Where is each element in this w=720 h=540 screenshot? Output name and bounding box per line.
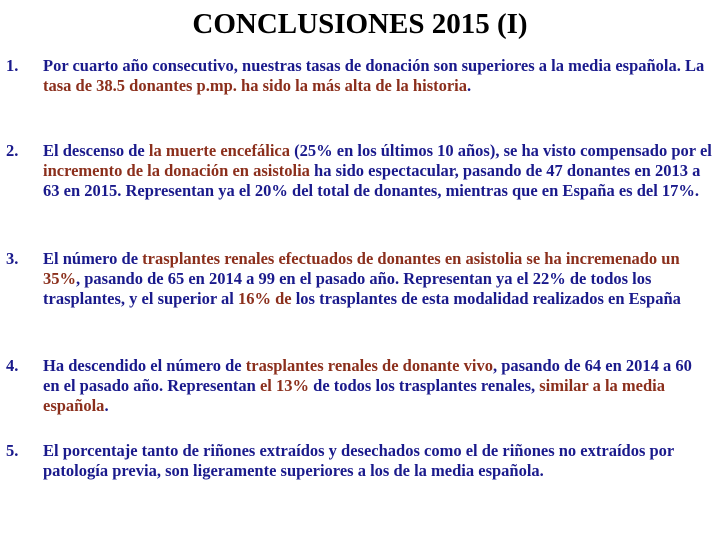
- item-text: [43, 249, 712, 309]
- item-text: [43, 56, 712, 96]
- text-segment: ha sido espectacular, pasando de 47 donantes en 2013 a 63 en 2015. Representan ya el 20% del total de donantes, mientras que en España es del 17%.: [43, 161, 701, 200]
- conclusion-item-1: [6, 56, 712, 96]
- text-segment: de todos los trasplantes renales,: [309, 376, 540, 395]
- text-segment: , pasando de 64 en 2014 a 60 en el pasado año. Representan: [43, 356, 692, 395]
- conclusion-item-2: [6, 141, 712, 201]
- text-segment: (25% en los últimos 10 años), se ha visto compensado por el: [290, 141, 712, 160]
- item-number: 3.: [6, 249, 19, 268]
- highlight-text: tasa de 38.5 donantes p.mp. ha sido la más alta de la historia: [43, 76, 468, 95]
- item-text: [43, 441, 712, 481]
- conclusion-item-4: [6, 356, 712, 416]
- text-segment: , pasando de 65 en 2014 a 99 en el pasado año. Representan ya el 22% de todos los trasplantes, y el superior al: [43, 269, 652, 308]
- text-segment: El porcentaje tanto de riñones extraídos y desechados como el de riñones no extraídos por patología previa, son ligeramente superiores a los de la media española.: [43, 441, 674, 480]
- highlight-text: trasplantes renales de donante vivo: [245, 356, 493, 375]
- highlight-text: la muerte encefálica: [148, 141, 290, 160]
- text-segment: Por cuarto año consecutivo, nuestras tasas de donación son superiores a la media española. La: [43, 56, 705, 75]
- conclusion-item-3: [6, 249, 712, 309]
- item-text: [43, 141, 712, 201]
- item-number: 4.: [6, 356, 19, 375]
- text-segment: El descenso de: [43, 141, 149, 160]
- text-segment: Ha descendido el número de: [43, 356, 246, 375]
- item-text: [43, 356, 712, 416]
- item-number: 2.: [6, 141, 19, 160]
- highlight-text: 16% de: [237, 289, 292, 308]
- highlight-text: incremento de la donación en asistolia: [43, 161, 310, 180]
- text-segment: los trasplantes de esta modalidad realizados en España: [291, 289, 681, 308]
- slide-title: CONCLUSIONES 2015 (I): [192, 8, 528, 40]
- text-segment: El número de: [43, 249, 143, 268]
- text-segment: .: [104, 396, 109, 415]
- highlight-text: similar a la media española: [43, 376, 665, 415]
- highlight-text: el 13%: [259, 376, 310, 395]
- item-number: 1.: [6, 56, 19, 75]
- text-segment: .: [467, 76, 472, 95]
- item-number: 5.: [6, 441, 19, 460]
- highlight-text: trasplantes renales efectuados de donantes en asistolia se ha incremenado un 35%: [43, 249, 680, 288]
- conclusion-item-5: [6, 441, 712, 481]
